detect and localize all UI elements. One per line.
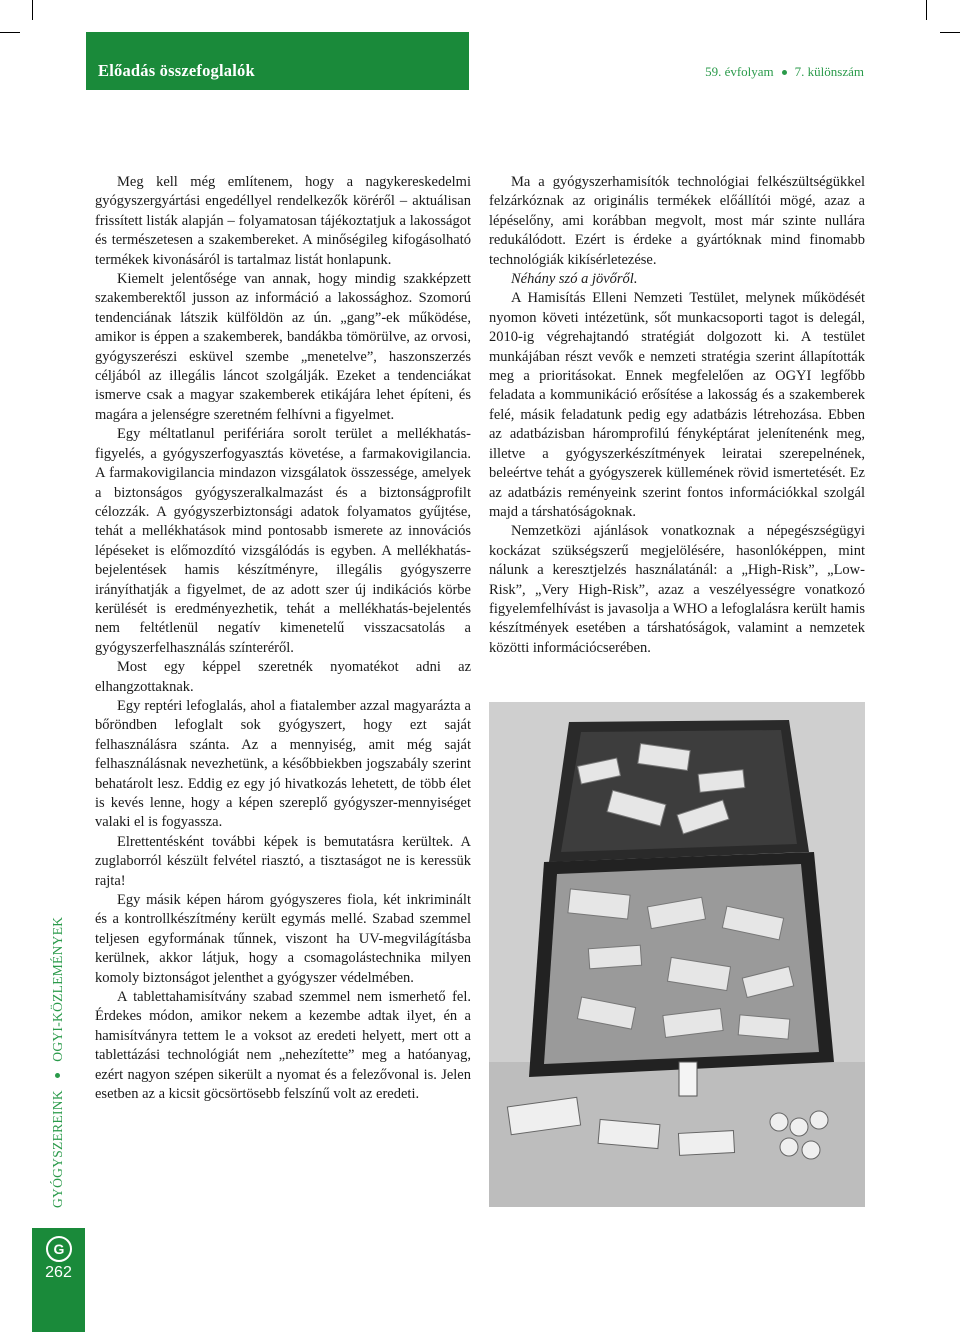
paragraph: Egy másik képen három gyógyszeres fiola, két inkriminált és a kontrollkészítmény került egymás mellé. Szabad szemmel teljesen egyformának tűnnek, viszont ha UV-megvilágításba kerülnek, akkor látjuk, hogy a csomagolástechnika milyen komoly biztonságot jelenthet a gyógyszer védelmében. (95, 892, 471, 986)
paragraph: Kiemelt jelentősége van annak, hogy mindig szakképzett szakemberektől jusson az információ a lakossághoz. Szomorú tendenciának látszik külföldön az ún. „gang”-ek működése, amikor is éppen a szakemberek, bandákba tömörülve, az orvosi, gyógyszerészi esküvel szembe „menetelve”, haszonszerzés céljából az illegális láncot szolgálják. Ezeket a tendenciákat ismerve csak a magyar szakemberek etikájára lehet építeni, és magára a jelenségre szeretném felhívni a figyelmet. (95, 271, 471, 423)
page-title: Előadás összefoglalók (98, 61, 255, 80)
paragraph: Ma a gyógyszerhamisítók technológiai felkészültségükkel felzárkóznak az originális termékek előállítói mögé, azaz a lépéselőny, ami korábban megvolt, most már szinte nullára redukálódott. Ezért is érdeke a gyártóknak mind finomabb technológiák kikísérletezése. (489, 174, 865, 268)
paragraph: A tablettahamisítvány szabad szemmel nem ismerhető fel. Érdekes módon, amikor nekem a kezembe adtak ilyet, én a hamisítványra tettem le a voksot az eredeti helyett, mert ott a tablettázási technológiát nem „nehezítette” meg a hatóanyag, ezért nagyon szépen sikerült a nyomat és a felezővonal is. Jelen esetben az a kicsit göcsörtösebb felszínű volt az eredeti. (95, 989, 471, 1103)
paragraph: Elrettentésként további képek is bemutatásra kerültek. A zuglaborról készült felvétel riasztó, a tisztaságot ne is keressük rajta! (95, 833, 471, 889)
paragraph: A Hamisítás Elleni Nemzeti Testület, melynek működését nyomon követi intézetünk, sőt munkacsoporti tagot is delegál, 2010-ig végrehajtandó stratégiát dolgozott ki. A testület munkájában részt vevők e nemzeti stratégia szerint állapították meg a prioritásokat. Ennek megfelelően az OGYI legfőbb feladata a kommunikáció erősítése a lakosság és a szakemberek felé, másik feladatunk pedig egy adatbázis létrehozása. Ebben az adatbázisban háromprofilú fényképtárat jelenítenénk meg, illetve a gyógyszerkészítmények leiratai szerepelnének, beleértve tehát a gyógyszerek küllemének rövid ismertetését. Ez az adatbázis reményeink szerint fontos információkkal szolgál majd a társhatóságoknak. (489, 290, 865, 520)
issue-info (705, 64, 864, 80)
section-lead: Néhány szó a jövőről. (511, 271, 638, 288)
suitcase-of-medicines-photo (489, 702, 865, 1207)
separator-dot (782, 70, 787, 75)
photo-illustration (489, 702, 865, 1207)
crop-mark (926, 0, 927, 20)
journal-name-b: OGYI-KÖZLEMÉNYEK (50, 916, 65, 1062)
paragraph: Egy méltatlanul perifériára sorolt terület a mellékhatás-figyelés, a gyógyszerfogyasztás követése, a farmakovigilancia. A farmakovigilancia mindazon vizsgálatok összessége, amelyek a biztonságos gyógyszeralkalmazást és a biztonságprofilt célozzák. A gyógyszerbiztonsági adatok folyamatos gyűjtése, tehát a mellékhatások mind pontosabb ismerete az innovációs lépéseket is előmozdító vizsgálódás is egyben. A mellékhatás-bejelentések hamis készítményre, illegális gyógyszerre irányíthatják a figyelmet, de az adott szer új indikációs körbe kerülését is eredményezhetik, tehát a mellékhatás-bejelentés nem feltétlenül negatív kimenetelű visszacsatolás a gyógyszerfelhasználás színteréről. (95, 426, 471, 656)
paragraph: Egy reptéri lefoglalás, ahol a fiatalember azzal magyarázta a bőröndben lefoglalt sok gyógyszert, hogy ezt saját felhasználásra szánta. Az a mennyiség, amit még saját felhasználásnak nevezhetünk, a későbbiekben jogszabály szerint behatárolt lesz. Eddig ez egy jó hivatkozás lehetett, de több élet is kevés lenne, hogy a képen szereplő gyógyszer-mennyiséget valaki el is fogyassza. (95, 697, 471, 831)
journal-name-a: GYÓGYSZEREINK (50, 1090, 65, 1208)
journal-logo-icon: G (46, 1236, 72, 1262)
journal-side-label (50, 918, 70, 1208)
crop-mark (940, 32, 960, 33)
paragraph: Meg kell még említenem, hogy a nagykereskedelmi gyógyszergyártási engedéllyel rendelkezők köréről – aktuálisan frissített listák alapján – folyamatosan tájékoztatjuk a lakosságot és természetesen a szakembereket. A minőségileg kifogásolható termékek kivonásáról is tartalmaz listát honlapunk. (95, 174, 471, 268)
issue-label: 7. különszám (794, 64, 864, 79)
page-number: 262 (45, 1264, 72, 1281)
volume-label: 59. évfolyam (705, 64, 774, 79)
paragraph: Nemzetközi ajánlások vonatkoznak a népegészségügyi kockázat szükségszerű megjelölésére, hasonlóképpen, mint nálunk a keresztjelzés használatánál: a „High-Risk”, „Low-Risk”, „Very High-Risk”, azaz a veszélyességre vonatkozó figyelemfelhívást is javasolja a WHO a lefoglalásra került hamis készítmények esetében a társhatóságok, valamint a nemzetek közötti információcserében. (489, 523, 865, 656)
paragraph: Most egy képpel szeretnék nyomatékot adni az elhangzottaknak. (95, 659, 471, 695)
left-column (95, 173, 471, 1105)
crop-mark (0, 32, 20, 33)
crop-mark (32, 0, 33, 20)
right-column (489, 173, 865, 658)
separator-dot (56, 1073, 61, 1078)
